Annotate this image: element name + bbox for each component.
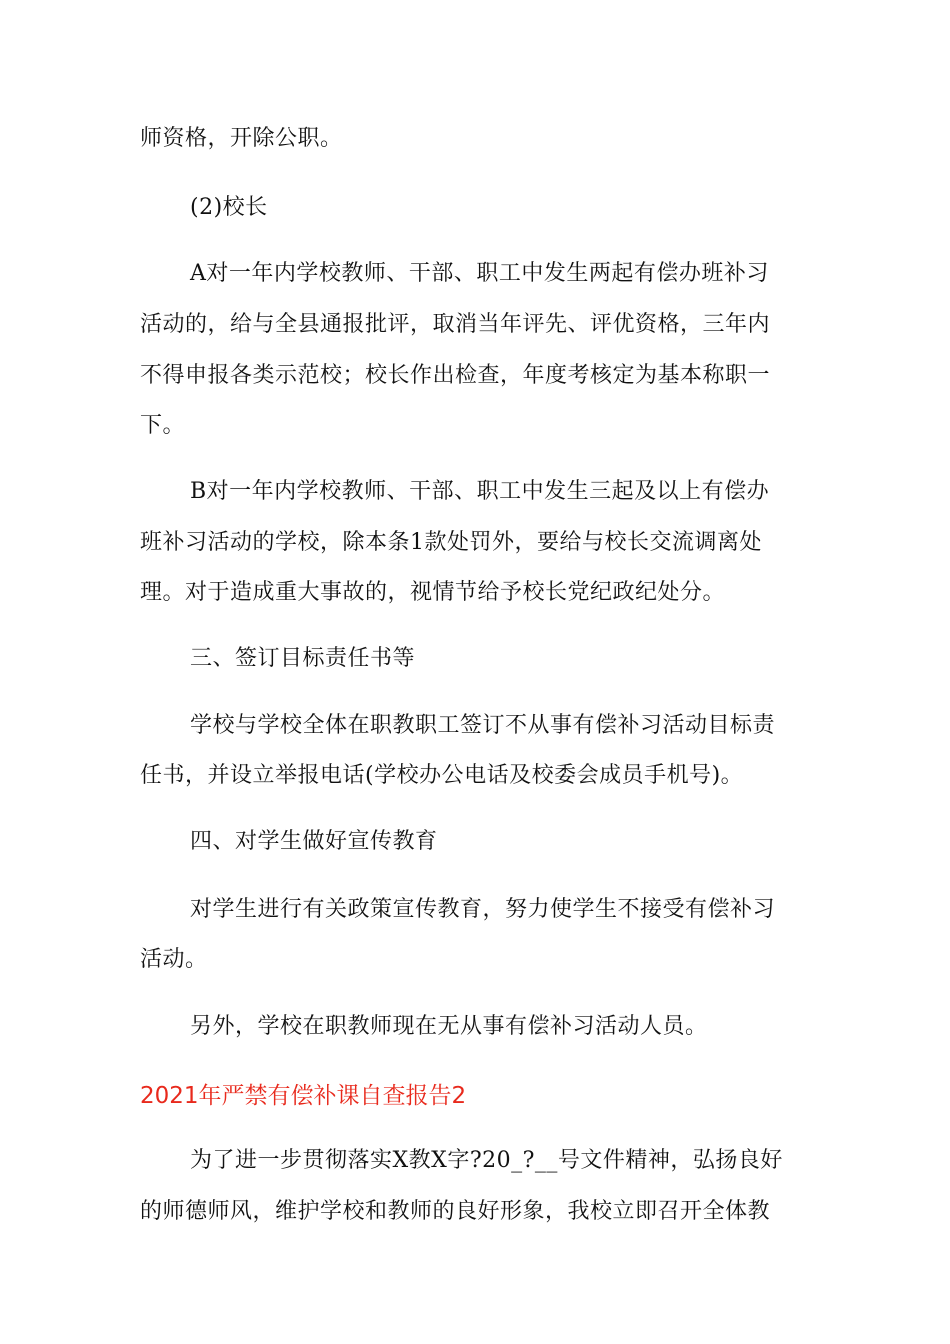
paragraph-line: 下。 [140, 413, 186, 438]
paragraph-line: 对学生进行有关政策宣传教育，努力使学生不接受有偿补习 [190, 897, 776, 922]
paragraph-line: 理。对于造成重大事故的，视情节给予校长党纪政纪处分。 [140, 580, 726, 605]
paragraph-line: 的师德师风，维护学校和教师的良好形象，我校立即召开全体教 [140, 1199, 771, 1224]
paragraph-line: 班补习活动的学校，除本条1款处罚外，要给与校长交流调离处 [140, 530, 762, 555]
paragraph-line: 学校与学校全体在职教职工签订不从事有偿补习活动目标责 [190, 713, 776, 738]
section-heading: 2021年严禁有偿补课自查报告2 [140, 1083, 467, 1109]
paragraph-line: 任书，并设立举报电话(学校办公电话及校委会成员手机号)。 [140, 763, 744, 788]
paragraph-line: 师资格，开除公职。 [140, 126, 343, 151]
paragraph-line: B对一年内学校教师、干部、职工中发生三起及以上有偿办 [190, 479, 770, 504]
paragraph-line: 不得申报各类示范校；校长作出检查，年度考核定为基本称职一 [140, 363, 771, 388]
paragraph-line: A对一年内学校教师、干部、职工中发生两起有偿办班补习 [190, 261, 769, 286]
section-title-four: 四、对学生做好宣传教育 [190, 829, 438, 854]
paragraph-line: 活动。 [140, 947, 208, 972]
paragraph-line: 另外，学校在职教师现在无从事有偿补习活动人员。 [190, 1014, 708, 1039]
paragraph-line: 为了进一步贯彻落实X教X字?20_?__号文件精神，弘扬良好 [190, 1148, 783, 1173]
paragraph-line: 活动的，给与全县通报批评，取消当年评先、评优资格，三年内 [140, 312, 771, 337]
subheading-principal: (2)校长 [190, 195, 268, 220]
section-title-three: 三、签订目标责任书等 [190, 646, 416, 671]
